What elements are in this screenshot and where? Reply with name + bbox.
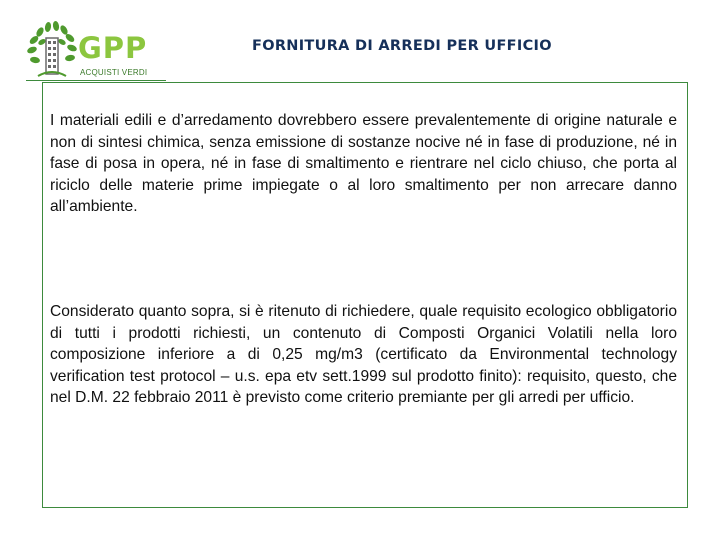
logo-divider — [26, 80, 166, 81]
tree-building-icon — [26, 18, 78, 80]
gpp-logo — [26, 18, 156, 82]
logo-subtitle: ACQUISTI VERDI — [80, 68, 148, 77]
paragraph-requirement: Considerato quanto sopra, si è ritenuto di richiedere, quale requisito ecologico obbligatorio di tutti i prodotti richiesti, un contenuto di Composti Organici Volatili nella loro composizione inferiore a di 0,25 mg/m3 (certificato da Environmental technology verification test protocol – u.s. epa etv sett.1999 sul prodotto finito): requisito, questo, che nel D.M. 22 febbraio 2011 è previsto come criterio premiante per gli arredi per ufficio. — [50, 303, 677, 406]
logo-name: GPP — [78, 31, 148, 65]
page-title: FORNITURA DI ARREDI PER UFFICIO — [252, 38, 552, 54]
paragraph-materials: I materiali edili e d’arredamento dovrebbero essere prevalentemente di origine naturale e non di sintesi chimica, senza emissione di sostanze nocive né in fase di produzione, né in fase di posa in opera, né in fase di smaltimento e rientrare nel ciclo chiuso, che porta al riciclo delle materie prime impiegate o al loro smaltimento per non arrecare danno all’ambiente. — [50, 112, 677, 215]
